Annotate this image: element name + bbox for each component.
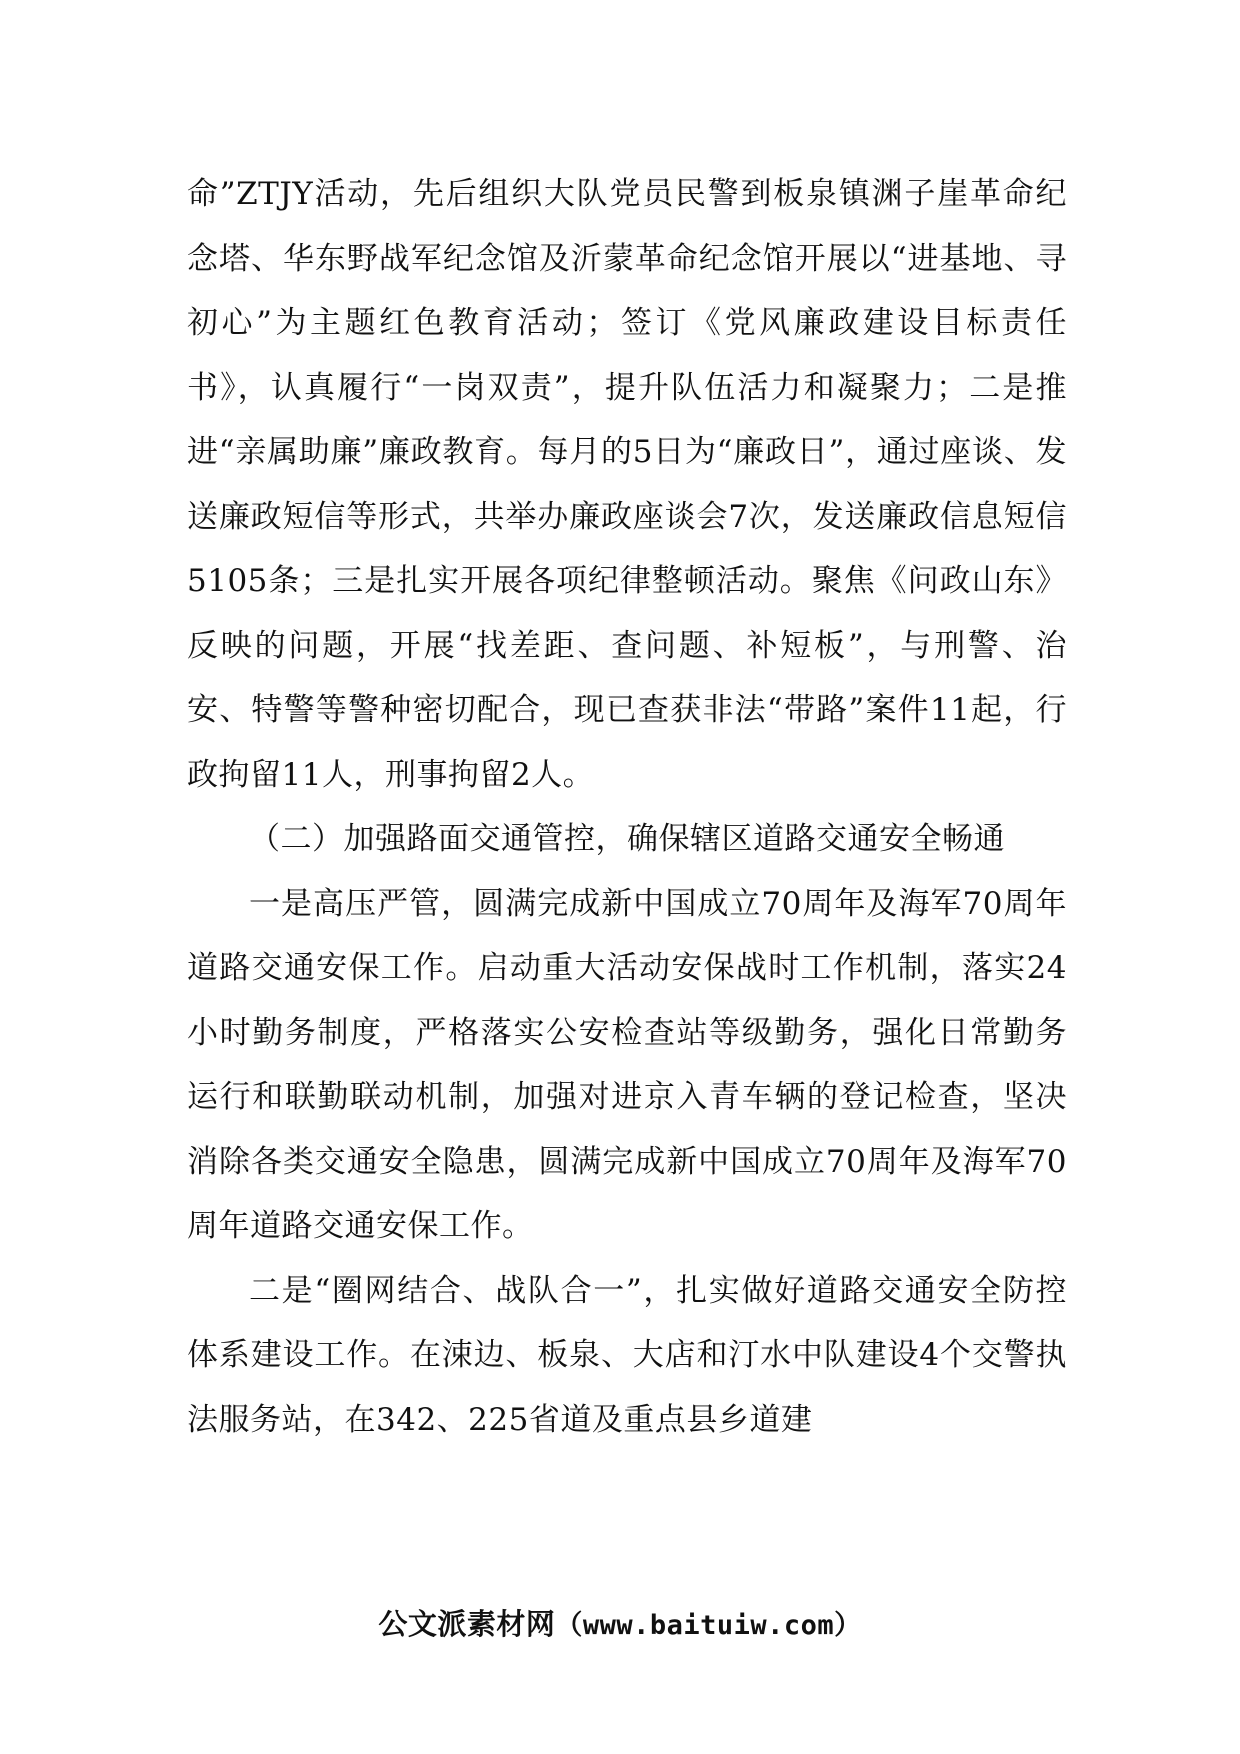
footer-site-name: 公文派素材网 — [378, 1607, 556, 1641]
footer-watermark — [0, 1602, 1240, 1643]
paragraph-point-one: 一是高压严管，圆满完成新中国成立70周年及海军70周年道路交通安保工作。启动重大活动安保战时工作机制，落实24小时勤务制度，严格落实公安检查站等级勤务，强化日常勤务运行和联勤联动机制，加强对进京入青车辆的登记检查，坚决消除各类交通安全隐患，圆满完成新中国成立70周年及海军70周年道路交通安保工作。 — [187, 885, 1067, 1244]
section-heading: （二）加强路面交通管控，确保辖区道路交通安全畅通 — [249, 821, 1005, 857]
footer-url: （www.baituiw.com） — [555, 1610, 862, 1641]
paragraph-continued: 命”ZTJY活动，先后组织大队党员民警到板泉镇渊子崖革命纪念塔、华东野战军纪念馆及沂蒙革命纪念馆开展以“进基地、寻初心”为主题红色教育活动；签订《党风廉政建设目标责任书》，认真履行“一岗双责”，提升队伍活力和凝聚力；二是推进“亲属助廉”廉政教育。每月的5日为“廉政日”，通过座谈、发送廉政短信等形式，共举办廉政座谈会7次，发送廉政信息短信5105条；三是扎实开展各项纪律整顿活动。聚焦《问政山东》反映的问题，开展“找差距、查问题、补短板”，与刑警、治安、特警等警种密切配合，现已查获非法“带路”案件11起，行政拘留11人，刑事拘留2人。 — [187, 176, 1067, 793]
document-body — [187, 162, 1067, 1452]
paragraph-point-two: 二是“圈网结合、战队合一”，扎实做好道路交通安全防控体系建设工作。在涑边、板泉、大店和汀水中队建设4个交警执法服务站，在342、225省道及重点县乡道建 — [187, 1272, 1067, 1438]
